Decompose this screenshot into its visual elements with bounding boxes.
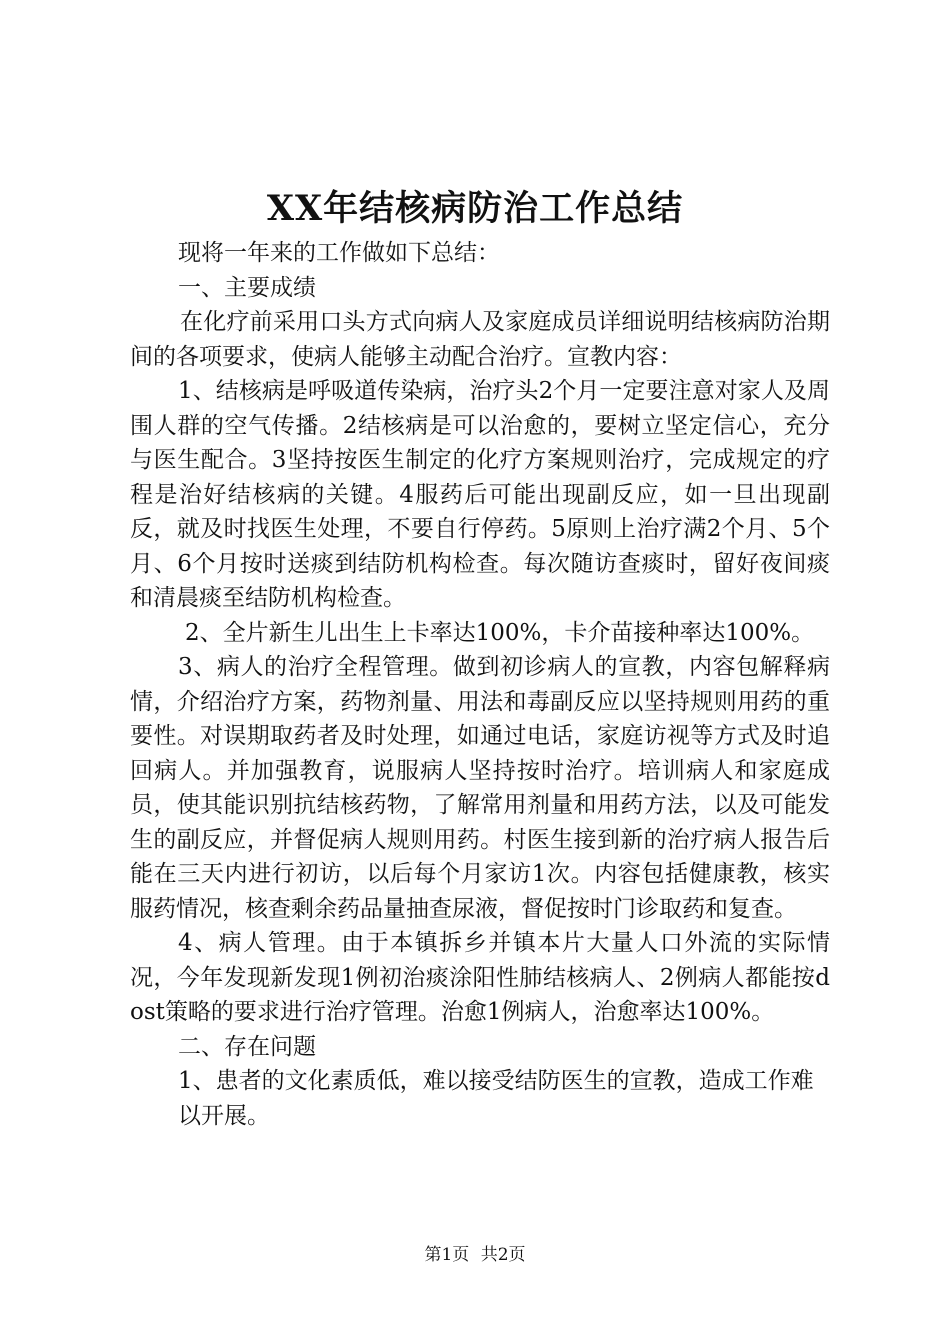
- paragraph-problem-1: 1、患者的文化素质低，难以接受结防医生的宣教，造成工作难: [178, 1068, 814, 1094]
- paragraph-item-3: 3、病人的治疗全程管理。做到初诊病人的宣教，内容包解释病情，介绍治疗方案，药物剂量、用法和毒副反应以坚持规则用药的重要性。对误期取药者及时处理，如通过电话，家庭访视等方式及时追回病人。并加强教育，说服病人坚持按时治疗。培训病人和家庭成员，使其能识别抗结核药物，了解常用剂量和用药方法，以及可能发生的副反应，并督促病人规则用药。村医生接到新的治疗病人报告后能在三天内进行初访，以后每个月家访1次。内容包括健康教，核实服药情况，核查剩余药品量抽查尿液，督促按时门诊取药和复查。: [130, 654, 830, 922]
- paragraph-education: 在化疗前采用口头方式向病人及家庭成员详细说明结核病防治期间的各项要求，使病人能够主动配合治疗。宣教内容：: [130, 309, 830, 370]
- document-body: [130, 236, 830, 1133]
- section-heading-problems: 二、存在问题: [178, 1033, 316, 1060]
- intro-paragraph: 现将一年来的工作做如下总结：: [178, 240, 500, 266]
- paragraph-item-4: 4、病人管理。由于本镇拆乡并镇本片大量人口外流的实际情况，今年发现新发现1例初治痰涂阳性肺结核病人、2例病人都能按dost策略的要求进行治疗管理。治愈1例病人，治愈率达100%。: [130, 930, 830, 1025]
- section-heading-achievements: 一、主要成绩: [178, 274, 316, 301]
- page-footer: [0, 1244, 950, 1266]
- paragraph-item-1: 1、结核病是呼吸道传染病，治疗头2个月一定要注意对家人及周围人群的空气传播。2结核病是可以治愈的，要树立坚定信心，充分与医生配合。3坚持按医生制定的化疗方案规则治疗，完成规定的疗程是治好结核病的关键。4服药后可能出现副反应，如一旦出现副反，就及时找医生处理，不要自行停药。5原则上治疗满2个月、5个月、6个月按时送痰到结防机构检查。每次随访查痰时，留好夜间痰和清晨痰至结防机构检查。: [130, 378, 830, 611]
- paragraph-problem-1-continued: 以开展。: [178, 1102, 270, 1129]
- document-title: XX年结核病防治工作总结: [266, 188, 684, 229]
- page-total: 共2页: [480, 1245, 526, 1265]
- paragraph-item-2: 2、全片新生儿出生上卡率达100%，卡介苗接种率达100%。: [185, 619, 815, 646]
- page-number: 第1页: [424, 1245, 470, 1265]
